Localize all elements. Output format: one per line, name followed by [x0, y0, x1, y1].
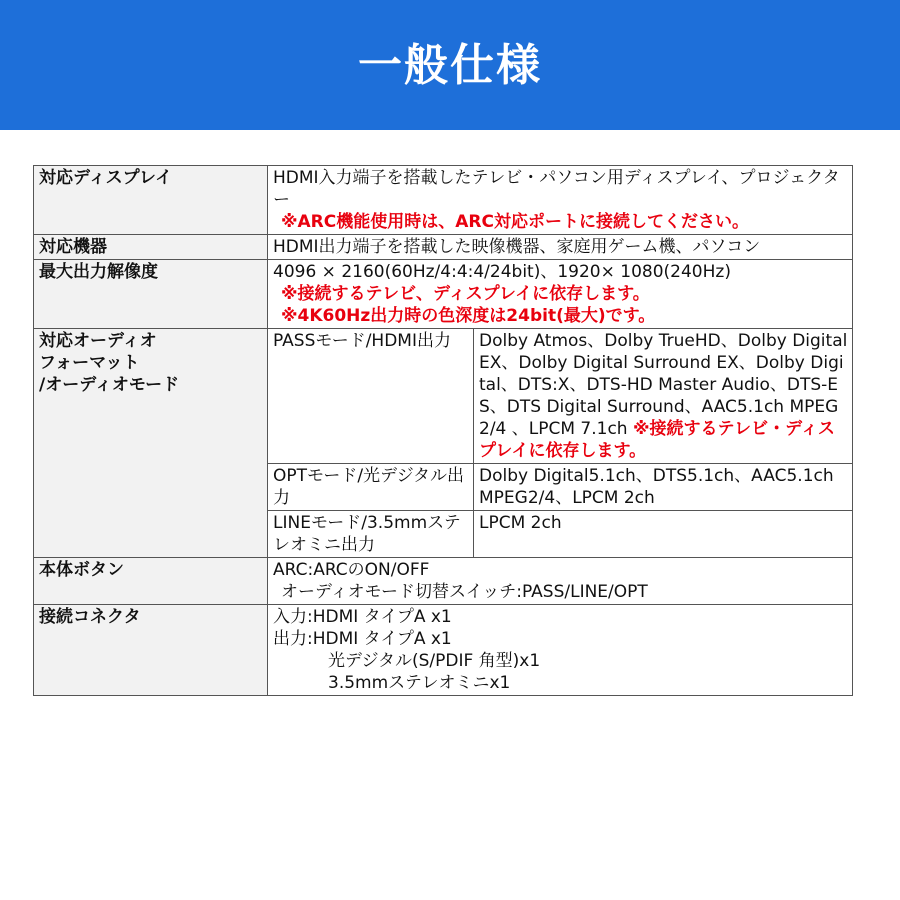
row-label-resolution: 最大出力解像度	[34, 260, 268, 329]
connectors-line-1: 入力:HDMI タイプA x1	[273, 607, 452, 627]
display-note: ※ARC機能使用時は、ARC対応ポートに接続してください。	[281, 212, 749, 232]
table-row	[34, 329, 853, 464]
resolution-note-1: ※接続するテレビ、ディスプレイに依存します。	[281, 284, 650, 304]
table-row	[34, 260, 853, 329]
audio-label-line-1: 対応オーディオ	[39, 331, 157, 351]
connectors-line-3: 光デジタル(S/PDIF 角型)x1	[328, 651, 541, 671]
row-label-display: 対応ディスプレイ	[34, 166, 268, 235]
pass-formats-text: Dolby Atmos、Dolby TrueHD、Dolby Digital EX、Dolby Digital Surround EX、Dolby Digital、DTS:X、DTS-HD Master Audio、DTS-ES、DTS Digital Surround、AAC5.1ch MPEG2/4 、LPCM 7.1ch	[479, 331, 848, 439]
audio-formats-pass	[474, 329, 853, 464]
row-value-devices: HDMI出力端子を搭載した映像機器、家庭用ゲーム機、パソコン	[268, 235, 853, 260]
table-row	[34, 166, 853, 235]
audio-mode-pass: PASSモード/HDMI出力	[268, 329, 474, 464]
display-text: HDMI入力端子を搭載したテレビ・パソコン用ディスプレイ、プロジェクター	[273, 168, 840, 210]
row-label-connectors: 接続コネクタ	[34, 605, 268, 696]
buttons-line-1: ARC:ARCのON/OFF	[273, 560, 430, 580]
row-label-devices: 対応機器	[34, 235, 268, 260]
connectors-line-4: 3.5mmステレオミニx1	[328, 673, 511, 693]
table-row	[34, 235, 853, 260]
row-value-connectors	[268, 605, 853, 696]
audio-label-line-2: フォーマット	[39, 353, 140, 373]
buttons-line-2: オーディオモード切替スイッチ:PASS/LINE/OPT	[281, 582, 648, 602]
audio-formats-opt: Dolby Digital5.1ch、DTS5.1ch、AAC5.1ch MPEG2/4、LPCM 2ch	[474, 464, 853, 511]
audio-formats-line: LPCM 2ch	[474, 511, 853, 558]
audio-mode-opt: OPTモード/光デジタル出力	[268, 464, 474, 511]
pass-formats-note: ※接続するテレビ・ディスプレイに依存します。	[479, 419, 835, 461]
table-row	[34, 605, 853, 696]
row-value-resolution	[268, 260, 853, 329]
row-value-buttons	[268, 558, 853, 605]
audio-label-line-3: /オーディオモード	[39, 375, 180, 395]
table-row	[34, 558, 853, 605]
resolution-text: 4096 × 2160(60Hz/4:4:4/24bit)、1920× 1080(240Hz)	[273, 262, 731, 282]
resolution-note-2: ※4K60Hz出力時の色深度は24bit(最大)です。	[281, 306, 656, 326]
page-title: 一般仕様	[358, 40, 542, 91]
row-label-buttons: 本体ボタン	[34, 558, 268, 605]
row-label-audio	[34, 329, 268, 558]
connectors-line-2: 出力:HDMI タイプA x1	[273, 629, 452, 649]
audio-mode-line: LINEモード/3.5mmステレオミニ出力	[268, 511, 474, 558]
header-banner	[0, 0, 900, 130]
spec-table	[33, 165, 853, 696]
row-value-display	[268, 166, 853, 235]
